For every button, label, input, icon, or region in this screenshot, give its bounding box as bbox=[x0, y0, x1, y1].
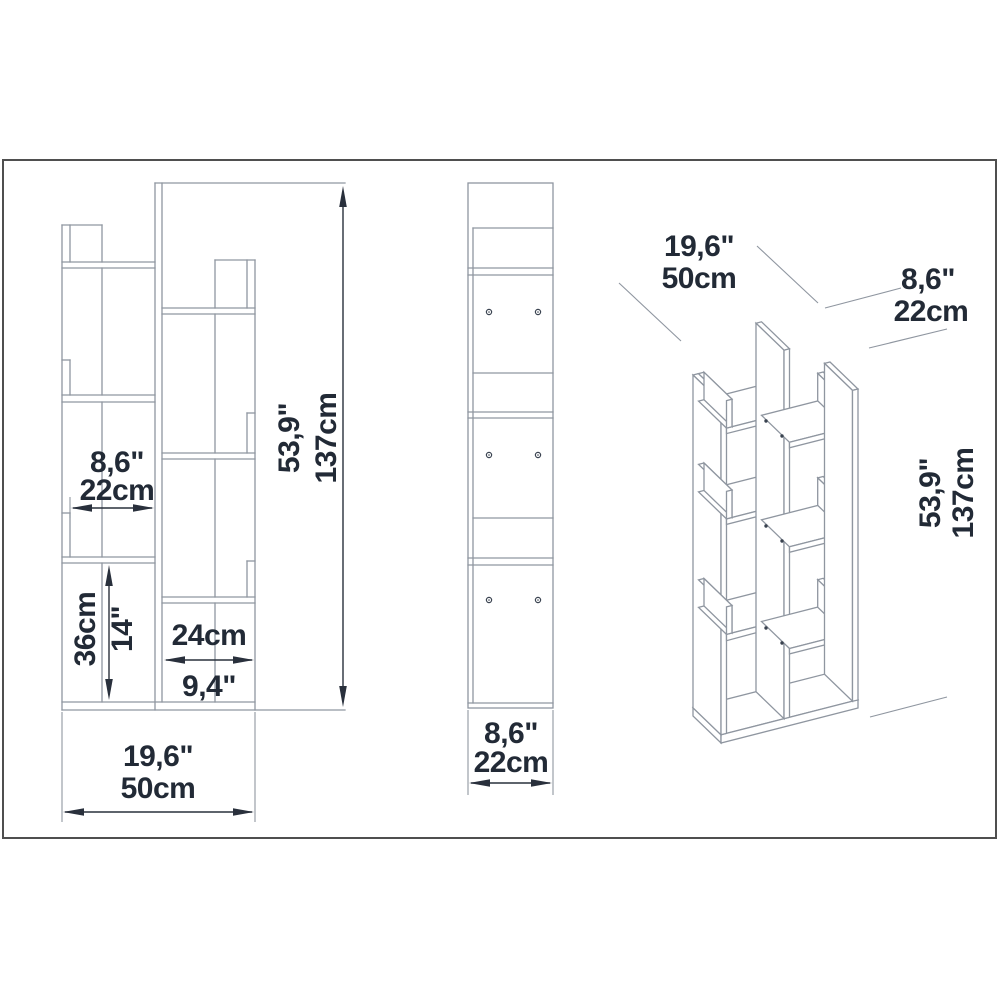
front-shelf-width-cm: 22cm bbox=[79, 474, 155, 507]
side-depth-cm: 22cm bbox=[473, 746, 549, 779]
iso-width-cm: 50cm bbox=[661, 262, 737, 295]
iso-height-inches: 53,9" bbox=[913, 457, 947, 529]
front-inner-width-cm: 24cm bbox=[171, 619, 247, 652]
front-height-cm: 137cm bbox=[309, 392, 343, 484]
iso-depth-cm: 22cm bbox=[893, 295, 969, 328]
front-width-cm: 50cm bbox=[120, 772, 196, 805]
front-lower-section-cm: 36cm bbox=[68, 591, 102, 667]
front-inner-width-inches: 9,4" bbox=[182, 670, 236, 703]
front-height-inches: 53,9" bbox=[272, 402, 306, 474]
iso-width-inches: 19,6" bbox=[663, 230, 735, 263]
front-width-inches: 19,6" bbox=[122, 740, 194, 773]
iso-height-cm: 137cm bbox=[946, 447, 980, 539]
side-depth-inches: 8,6" bbox=[484, 717, 538, 750]
front-lower-section-inches: 14" bbox=[105, 605, 139, 653]
front-shelf-width-inches: 8,6" bbox=[90, 446, 144, 479]
iso-depth-inches: 8,6" bbox=[901, 263, 955, 296]
